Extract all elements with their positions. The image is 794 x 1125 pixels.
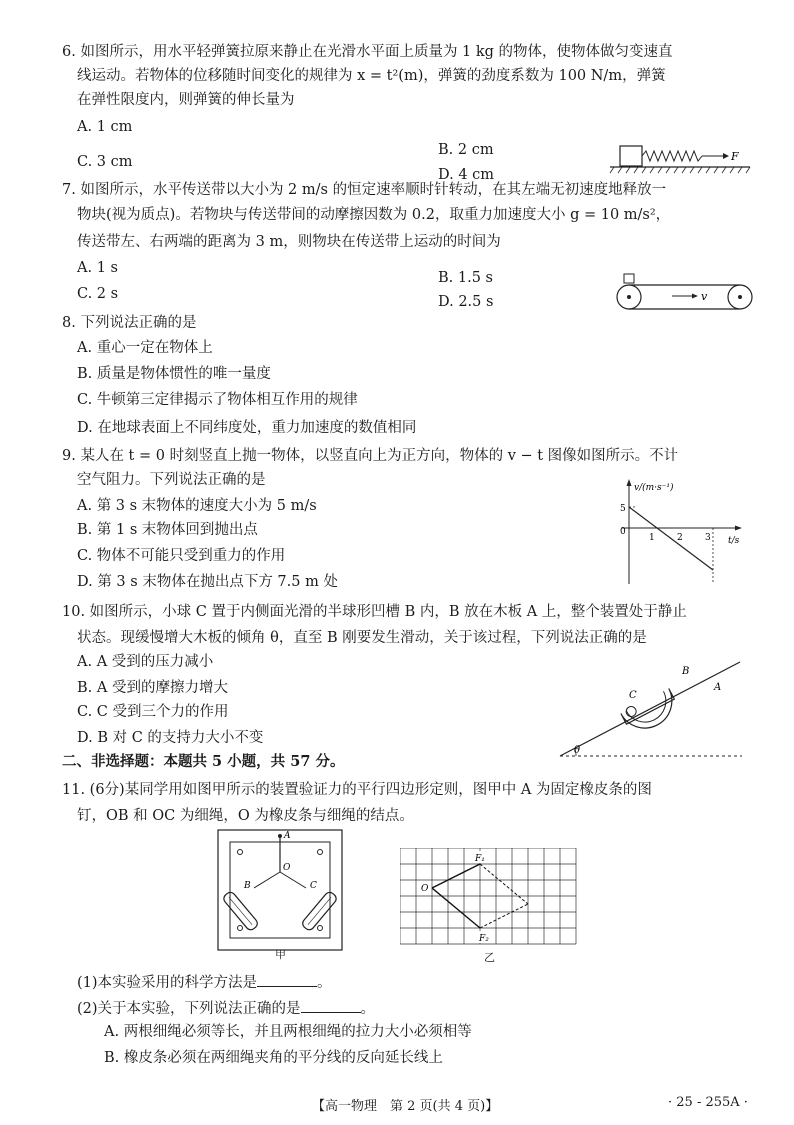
q6-option-b: B. 2 cm <box>438 142 494 158</box>
q6-option-c: C. 3 cm <box>77 154 133 170</box>
label-c: C <box>629 690 637 701</box>
q7-line-1: 7. 如图所示，水平传送带以大小为 2 m/s 的恒定速率顺时针转动，在其左端无初速度地释放一 <box>62 182 667 198</box>
q9-line-2: 空气阻力。下列说法正确的是 <box>77 472 266 488</box>
f1-vector <box>432 864 480 888</box>
small-block <box>624 274 634 283</box>
q9-option-d: D. 第 3 s 末物体在抛出点下方 7.5 m 处 <box>77 574 338 590</box>
q11-sub-1-text: (1)本实验采用的科学方法是 <box>77 975 258 991</box>
q7-option-c: C. 2 s <box>77 286 119 302</box>
q8-option-d: D. 在地球表面上不同纬度处，重力加速度的数值相同 <box>77 420 417 436</box>
label-b: B <box>682 666 690 677</box>
label-c: C <box>310 881 317 891</box>
incline-figure <box>552 654 747 764</box>
theta-label: θ <box>574 745 581 756</box>
q7-line-2: 物块(视为质点)。若物块与传送带间的动摩擦因数为 0.2，取重力加速度大小 g = 10 m/s²， <box>77 207 671 223</box>
label-o: O <box>283 863 291 873</box>
q10-line-2: 状态。现缓慢增大木板的倾角 θ，直至 B 刚要发生滑动，关于该过程，下列说法正确的是 <box>77 630 647 646</box>
q10-option-b: B. A 受到的摩擦力增大 <box>77 680 228 696</box>
spring <box>642 151 702 161</box>
q11-sub-1 <box>77 972 332 993</box>
label-a: A <box>714 682 722 693</box>
v-t-graph <box>612 476 762 588</box>
dashed-side-1 <box>480 864 528 904</box>
figure-a-caption: 甲 <box>275 948 286 961</box>
block <box>620 146 642 166</box>
answer-blank-2[interactable] <box>301 998 361 1013</box>
q11-line-1: 11. (6分)某同学用如图甲所示的装置验证力的平行四边形定则，图甲中 A 为固定橡皮条的图 <box>62 782 652 798</box>
q9-option-b: B. 第 1 s 末物体回到抛出点 <box>77 522 258 538</box>
section-2-heading: 二、非选择题：本题共 5 小题，共 57 分。 <box>62 753 345 770</box>
conveyor-belt-figure <box>612 270 757 318</box>
q8-option-c: C. 牛顿第三定律揭示了物体相互作用的规律 <box>77 392 358 408</box>
q7-option-a: A. 1 s <box>77 260 118 276</box>
f2-vector <box>432 888 480 928</box>
label-f2: F₂ <box>479 934 489 944</box>
q7-option-b: B. 1.5 s <box>438 270 493 286</box>
q11-option-b: B. 橡皮条必须在两细绳夹角的平分线的反向延长线上 <box>104 1050 443 1066</box>
q11-line-2: 钉，OB 和 OC 为细绳，O 为橡皮条与细绳的结点。 <box>77 808 414 824</box>
q11-sub-1-end: 。 <box>317 975 332 991</box>
q8-stem: 8. 下列说法正确的是 <box>62 315 197 331</box>
q6-line-3: 在弹性限度内，则弹簧的伸长量为 <box>77 92 295 108</box>
q10-option-d: D. B 对 C 的支持力大小不变 <box>77 730 264 746</box>
velocity-label: v <box>701 290 708 303</box>
q11-sub-2 <box>77 998 375 1019</box>
q8-option-a: A. 重心一定在物体上 <box>77 340 213 356</box>
q7-option-d: D. 2.5 s <box>438 294 494 310</box>
board-a <box>560 662 740 756</box>
tick-2: 2 <box>677 533 683 543</box>
string-oc <box>280 872 306 888</box>
label-o: O <box>421 884 429 894</box>
velocity-line <box>629 507 713 570</box>
q9-line-1: 9. 某人在 t = 0 时刻竖直上抛一物体，以竖直向上为正方向，物体的 v − t 图像如图所示。不计 <box>62 448 679 464</box>
q11-sub-2-text: (2)关于本实验，下列说法正确的是 <box>77 1001 301 1017</box>
label-b: B <box>244 881 251 891</box>
q6-line-2: 线运动。若物体的位移随时间变化的规律为 x = t²(m)，弹簧的劲度系数为 100 N/m，弹簧 <box>77 68 666 84</box>
exam-code: · 25 - 255A · <box>668 1095 748 1110</box>
q11-option-a: A. 两根细绳必须等长，并且两根细绳的拉力大小必须相等 <box>104 1024 472 1040</box>
experiment-figure-a <box>210 826 350 961</box>
spring-block-figure <box>608 140 758 182</box>
dashed-side-2 <box>480 904 528 928</box>
label-a: A <box>284 831 291 841</box>
q7-line-3: 传送带左、右两端的距离为 3 m，则物块在传送带上运动的时间为 <box>77 234 501 250</box>
t-axis-label: t/s <box>728 536 740 546</box>
q6-option-a: A. 1 cm <box>77 119 133 135</box>
q10-line-1: 10. 如图所示，小球 C 置于内侧面光滑的半球形凹槽 B 内，B 放在木板 A 上，整个装置处于静止 <box>62 604 687 620</box>
force-label: F <box>731 150 739 163</box>
v-axis-label: v/(m·s⁻¹) <box>634 483 674 493</box>
q9-option-c: C. 物体不可能只受到重力的作用 <box>77 548 286 564</box>
q6-option-d: D. 4 cm <box>438 167 495 183</box>
q8-option-b: B. 质量是物体惯性的唯一量度 <box>77 366 271 382</box>
q6-line-1: 6. 如图所示，用水平轻弹簧拉原来静止在光滑水平面上质量为 1 kg 的物体，使物体做匀变速直 <box>62 44 673 60</box>
label-f1: F₁ <box>475 854 485 864</box>
tick-3: 3 <box>705 533 711 543</box>
parallelogram-grid-figure <box>400 848 580 956</box>
string-ob <box>254 872 280 888</box>
figure-b-caption: 乙 <box>484 951 495 964</box>
tick-1: 1 <box>649 533 655 543</box>
tick-5: 5 <box>620 504 626 514</box>
q10-option-c: C. C 受到三个力的作用 <box>77 704 229 720</box>
q11-sub-2-end: 。 <box>360 1001 376 1017</box>
q9-option-a: A. 第 3 s 末物体的速度大小为 5 m/s <box>77 498 317 514</box>
origin-label: 0 <box>620 527 626 537</box>
q10-option-a: A. A 受到的压力减小 <box>77 654 214 670</box>
page-footer: 【高一物理 第 2 页(共 4 页)】 <box>312 1099 499 1114</box>
answer-blank-1[interactable] <box>257 972 317 987</box>
